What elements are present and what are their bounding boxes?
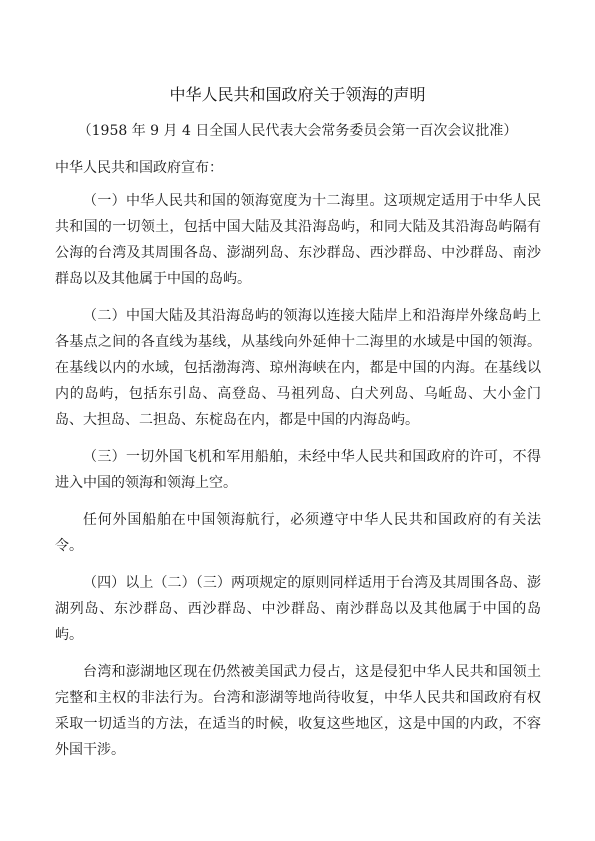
approval-note: （1958 年 9 月 4 日全国人民代表大会常务委员会第一百次会议批准） (77, 123, 518, 139)
declaration-line: 中华人民共和国政府宣布： (55, 160, 223, 176)
paragraph-2: （二）中国大陆及其沿海岛屿的领海以连接大陆岸上和沿海岸外缘岛屿上各基点之间的各直线为基线，从基线向外延伸十二海里的水域是中国的领海。在基线以内的水域，包括渤海湾、琼州海峡在内，都是中国的内海。在基线以内的岛屿，包括东引岛、高登岛、马祖列岛、白犬列岛、乌岴岛、大小金门岛、大担岛、二担岛、东椗岛在内，都是中国的内海岛屿。 (55, 308, 541, 428)
document-body (55, 188, 541, 774)
paragraph-4: 任何外国船舶在中国领海航行，必须遵守中华人民共和国政府的有关法令。 (55, 512, 541, 554)
paragraph-3: （三）一切外国飞机和军用船舶，未经中华人民共和国政府的许可，不得进入中国的领海和领海上空。 (55, 449, 541, 491)
paragraph-5: （四）以上（二）（三）两项规定的原则同样适用于台湾及其周围各岛、澎湖列岛、东沙群岛、西沙群岛、中沙群岛、南沙群岛以及其他属于中国的岛屿。 (55, 575, 541, 643)
document-title: 中华人民共和国政府关于领海的声明 (169, 85, 426, 104)
paragraph-6: 台湾和澎湖地区现在仍然被美国武力侵占，这是侵犯中华人民共和国领土完整和主权的非法行为。台湾和澎湖等地尚待收复，中华人民共和国政府有权采取一切适当的方法，在适当的时候，收复这些地区，这是中国的内政，不容外国干涉。 (55, 664, 541, 758)
paragraph-1: （一）中华人民共和国的领海宽度为十二海里。这项规定适用于中华人民共和国的一切领土，包括中国大陆及其沿海岛屿，和同大陆及其沿海岛屿隔有公海的台湾及其周围各岛、澎湖列岛、东沙群岛、西沙群岛、中沙群岛、南沙群岛以及其他属于中国的岛屿。 (55, 193, 541, 287)
